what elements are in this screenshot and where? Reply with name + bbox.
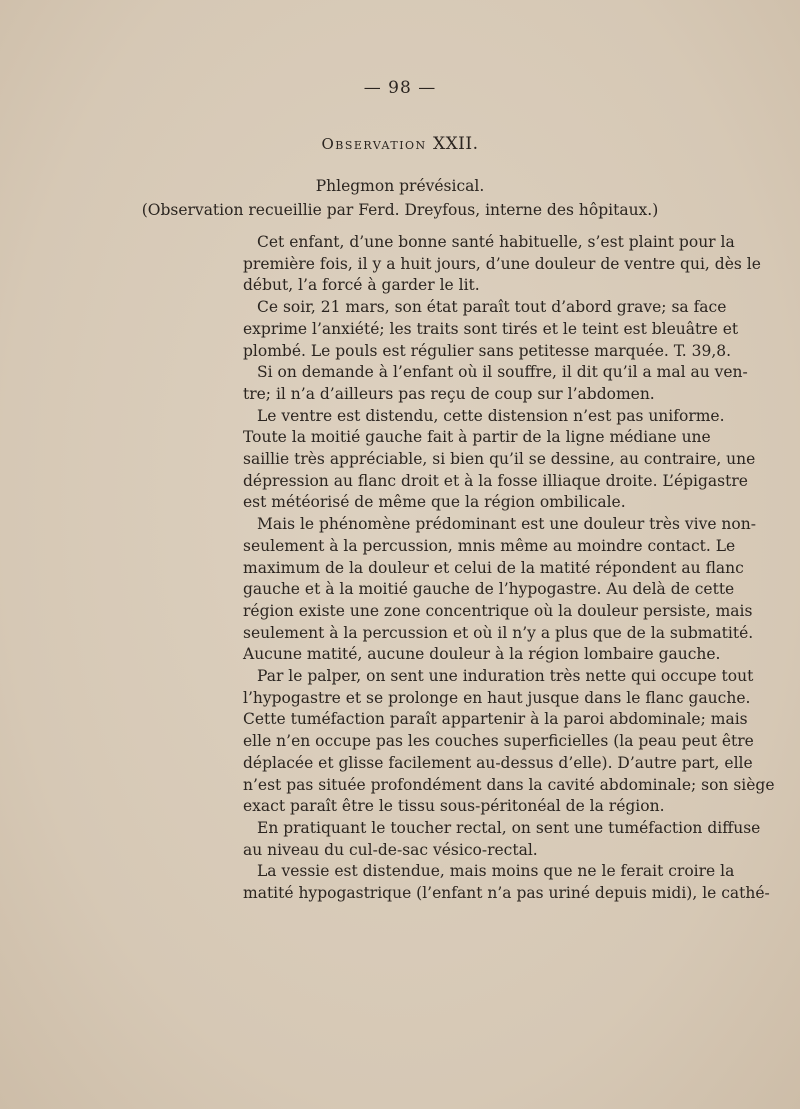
text-line: n’est pas située profondément dans la cavité abdominale; son siège [243, 775, 775, 794]
text-line: exprime l’anxiété; les traits sont tirés et le teint est bleuâtre et [243, 319, 739, 338]
text-line: saillie très appréciable, si bien qu’il se dessine, au contraire, une [243, 450, 756, 469]
text-line: La vessie est distendue, mais moins que ne le ferait croire la [257, 862, 735, 881]
text-line: Aucune matité, aucune douleur à la région lombaire gauche. [243, 645, 721, 664]
text-line: Mais le phénomène prédominant est une douleur très vive non- [257, 515, 756, 534]
text-line: seulement à la percussion, mnis même au moindre contact. Le [243, 536, 736, 555]
text-line: Ce soir, 21 mars, son état paraît tout d’abord grave; sa face [257, 298, 727, 317]
text-line: En pratiquant le toucher rectal, on sent une tuméfaction diffuse [257, 818, 761, 837]
text-line: seulement à la percussion et où il n’y a plus que de la submatité. [243, 623, 754, 642]
text-line: Cet enfant, d’une bonne santé habituelle, s’est plaint pour la [257, 233, 735, 251]
text-line: première fois, il y a huit jours, d’une douleur de ventre qui, dès le [243, 254, 761, 273]
text-line: maximum de la douleur et celui de la matité répondent au flanc [243, 558, 744, 577]
text-line: l’hypogastre et se prolonge en haut jusque dans le flanc gauche. [243, 688, 751, 707]
text-line: gauche et à la moitié gauche de l’hypogastre. Au delà de cette [243, 580, 735, 599]
text-line: matité hypogastrique (l’enfant n’a pas uriné depuis midi), le cathé- [243, 884, 770, 903]
observation-number: XXII. [432, 134, 479, 154]
case-source: (Observation recueillie par Ferd. Dreyfous, interne des hôpitaux.) [141, 201, 659, 219]
case-subtitle [0, 174, 800, 222]
text-line: exact paraît être le tissu sous-péritonéal de la région. [243, 797, 665, 816]
text-line: début, l’a forcé à garder le lit. [243, 276, 480, 295]
text-line: au niveau du cul-de-sac vésico-rectal. [243, 840, 538, 859]
text-line: Toute la moitié gauche fait à partir de la ligne médiane une [243, 428, 711, 447]
text-line: est météorisé de même que la région ombilicale. [243, 493, 626, 512]
text-line: plombé. Le pouls est régulier sans petitesse marquée. T. 39,8. [243, 341, 732, 360]
text-line: région existe une zone concentrique où la douleur persiste, mais [243, 601, 753, 620]
body-text [243, 232, 775, 905]
page-number: — 98 — [363, 78, 437, 98]
text-line: dépression au flanc droit et à la fosse illiaque droite. L’épigastre [243, 471, 748, 490]
text-line: Par le palper, on sent une induration très nette qui occupe tout [257, 667, 754, 686]
text-line: Cette tuméfaction paraît appartenir à la paroi abdominale; mais [243, 710, 748, 729]
text-line: déplacée et glisse facilement au-dessus d’elle). D’autre part, elle [243, 753, 753, 772]
case-title: Phlegmon prévésical. [315, 177, 485, 195]
text-line: elle n’en occupe pas les couches superficielles (la peau peut être [243, 732, 754, 751]
observation-label: Observation [321, 135, 427, 153]
text-line: Le ventre est distendu, cette distension n’est pas uniforme. [257, 406, 725, 425]
text-line: tre; il n’a d’ailleurs pas reçu de coup sur l’abdomen. [243, 384, 655, 403]
text-line: Si on demande à l’enfant où il souffre, il dit qu’il a mal au ven- [257, 363, 748, 382]
observation-heading [0, 134, 800, 154]
